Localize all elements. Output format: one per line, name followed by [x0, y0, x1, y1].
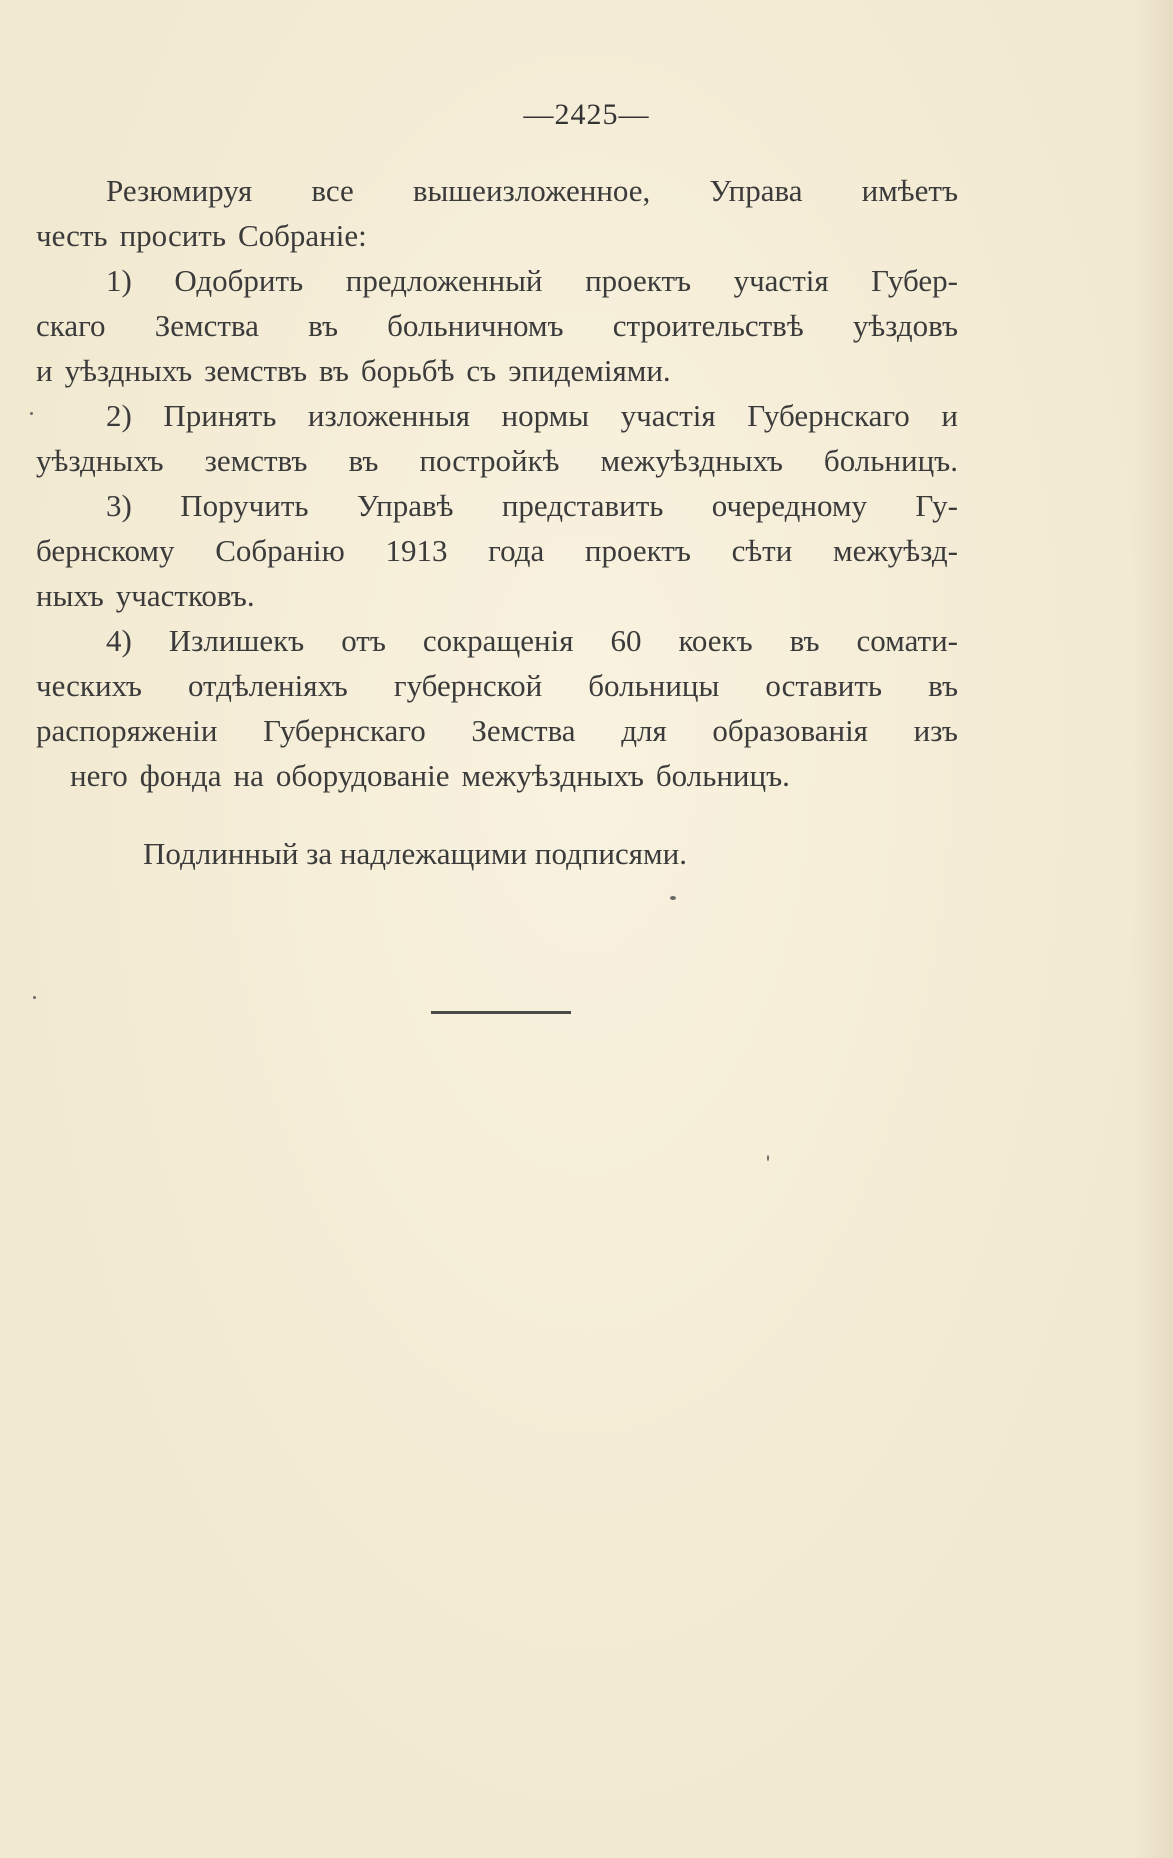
closing-rule [431, 1011, 571, 1014]
word: Управѣ [356, 488, 454, 523]
word: вышеизложенное, [412, 173, 651, 208]
word: борьбѣ [360, 353, 455, 388]
word: Земства [471, 713, 576, 748]
word: больницы [588, 668, 720, 703]
word: и [36, 353, 53, 388]
ink-speck [670, 896, 676, 900]
word: проектъ [585, 263, 692, 298]
word: участія [620, 398, 716, 433]
word: имѣетъ [861, 173, 958, 208]
word: для [621, 713, 667, 748]
word: 1) [106, 263, 132, 298]
word: больничномъ [387, 308, 564, 343]
text-line [36, 213, 958, 258]
word: участковъ. [115, 578, 255, 613]
word: изложенныя [307, 398, 470, 433]
word: Одобрить [174, 263, 304, 298]
text-line [36, 348, 958, 393]
word: Губернскаго [263, 713, 426, 748]
word: скаго [36, 308, 106, 343]
text-line [36, 573, 958, 618]
word: представить [501, 488, 664, 523]
text-line [36, 303, 958, 348]
text-line [36, 393, 958, 438]
word: все [311, 173, 354, 208]
word: въ [308, 308, 338, 343]
word: межуѣздныхъ [461, 758, 644, 793]
word: Губернскаго [747, 398, 910, 433]
word: больницъ. [823, 443, 958, 478]
word: фонда [139, 758, 222, 793]
word: Губер- [871, 263, 958, 298]
text-line [36, 483, 958, 528]
word: межуѣздныхъ [600, 443, 783, 478]
word: года [488, 533, 545, 568]
word: Гу- [915, 488, 958, 523]
signature-note: Подлинный за надлежащими подписями. [143, 836, 687, 871]
word: него [70, 758, 128, 793]
word: сокращенія [422, 623, 574, 658]
page-number: —2425— [523, 98, 650, 131]
word: на [233, 758, 264, 793]
word: Земства [154, 308, 259, 343]
word: въ [789, 623, 820, 658]
ink-speck [30, 412, 33, 415]
text-line [36, 258, 958, 303]
word: 3) [106, 488, 132, 523]
word: Принять [163, 398, 277, 433]
resolution-text [36, 168, 958, 798]
word: распоряженіи [36, 713, 218, 748]
word: эпидеміями. [508, 353, 671, 388]
word: оборудованіе [275, 758, 450, 793]
word: отъ [341, 623, 386, 658]
word: участія [733, 263, 829, 298]
word: отдѣленіяхъ [187, 668, 348, 703]
page-edge-shadow [1133, 0, 1173, 1858]
word: Поручить [180, 488, 309, 523]
word: губернской [393, 668, 543, 703]
ink-speck [33, 996, 36, 999]
text-line [36, 753, 958, 798]
word: сѣти [731, 533, 793, 568]
word: ческихъ [36, 668, 142, 703]
word: нормы [501, 398, 590, 433]
word: уѣздныхъ [64, 353, 193, 388]
word: очередному [711, 488, 868, 523]
word: 60 [610, 623, 642, 658]
text-line [36, 618, 958, 663]
word: межуѣзд- [833, 533, 958, 568]
word: и [941, 398, 958, 433]
word: съ [466, 353, 497, 388]
word: 2) [106, 398, 132, 433]
word: изъ [913, 713, 958, 748]
word: сомати- [856, 623, 958, 658]
word: въ [318, 353, 349, 388]
word: въ [928, 668, 958, 703]
word: бернскому [36, 533, 175, 568]
text-line [36, 663, 958, 708]
word: 1913 [385, 533, 448, 568]
word: образованія [712, 713, 868, 748]
word: земствъ [204, 443, 308, 478]
text-line [36, 168, 958, 213]
word: честь [36, 218, 108, 253]
word: просить [119, 218, 226, 253]
word: Излишекъ [168, 623, 305, 658]
word: въ [348, 443, 379, 478]
word: предложенный [345, 263, 543, 298]
word: Управа [709, 173, 803, 208]
word: коекъ [678, 623, 753, 658]
word: уѣздныхъ [36, 443, 164, 478]
word: уѣздовъ [852, 308, 958, 343]
word: Собраніе: [237, 218, 367, 253]
word: Резюмируя [106, 173, 253, 208]
word: строительствѣ [612, 308, 804, 343]
text-line [36, 438, 958, 483]
text-line [36, 528, 958, 573]
word: Собранію [215, 533, 345, 568]
text-line [36, 708, 958, 753]
word: оставить [765, 668, 883, 703]
word: больницъ. [655, 758, 790, 793]
word: проектъ [584, 533, 691, 568]
word: постройкѣ [419, 443, 560, 478]
word: земствъ [204, 353, 307, 388]
word: ныхъ [36, 578, 104, 613]
word: 4) [106, 623, 132, 658]
ink-speck [767, 1155, 769, 1161]
